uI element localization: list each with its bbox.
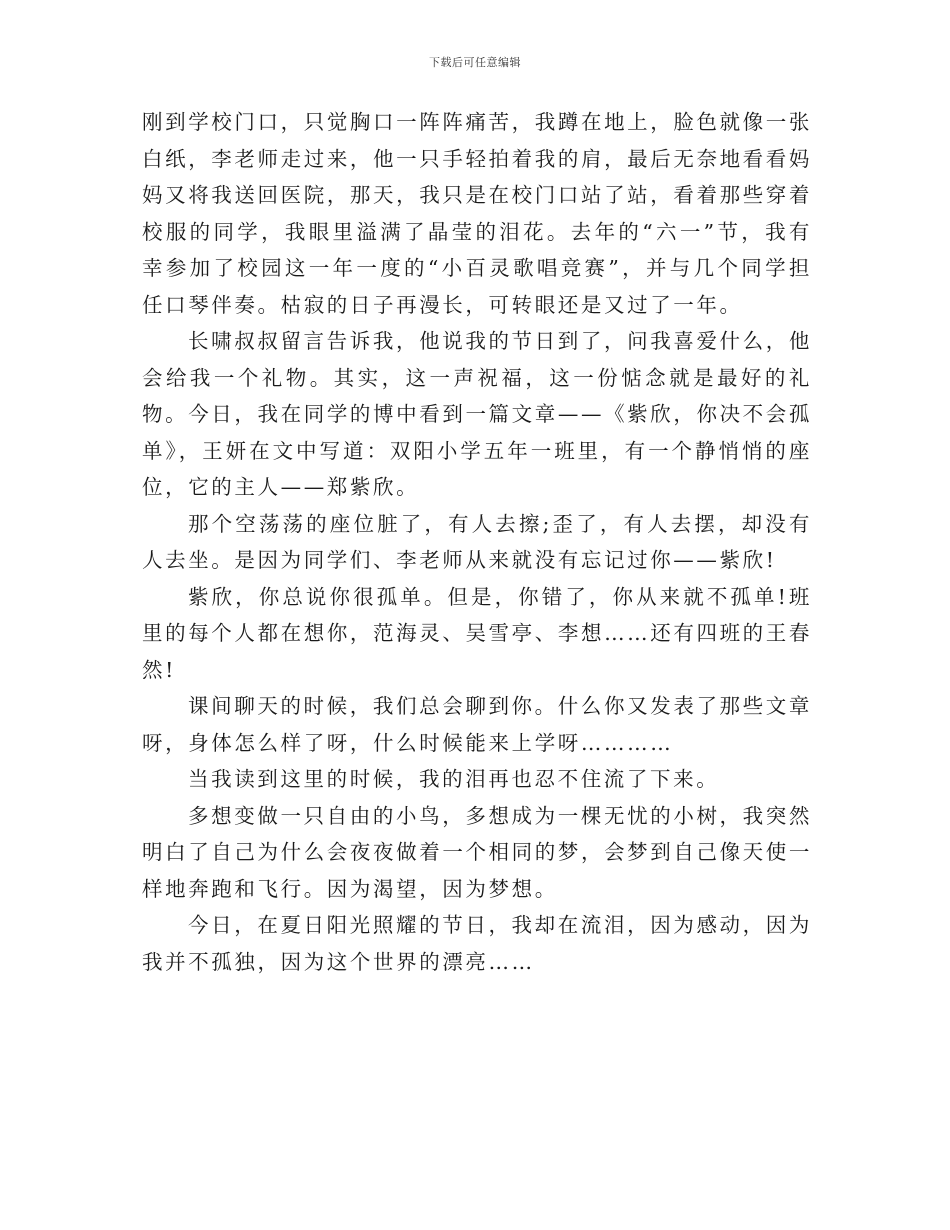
paragraph: 课间聊天的时候，我们总会聊到你。什么你又发表了那些文章呀，身体怎么样了呀，什么时候能来上学呀…………	[142, 694, 812, 755]
paragraph: 当我读到这里的时候，我的泪再也忍不住流了下来。	[188, 767, 720, 791]
page-header: 下载后可任意编辑	[429, 56, 521, 69]
paragraph: 紫欣，你总说你很孤单。但是，你错了，你从来就不孤单!班里的每个人都在想你，范海灵、吴雪亭、李想……还有四班的王春然!	[142, 584, 812, 682]
paragraph: 那个空荡荡的座位脏了，有人去擦;歪了，有人去摆，却没有人去坐。是因为同学们、李老师从来就没有忘记过你——紫欣!	[142, 511, 812, 572]
paragraph: 多想变做一只自由的小鸟，多想成为一棵无忧的小树，我突然明白了自己为什么会夜夜做着一个相同的梦，会梦到自己像天使一样地奔跑和飞行。因为渴望，因为梦想。	[142, 803, 812, 901]
paragraph: 长啸叔叔留言告诉我，他说我的节日到了，问我喜爱什么，他会给我一个礼物。其实，这一声祝福，这一份惦念就是最好的礼物。今日，我在同学的博中看到一篇文章——《紫欣，你决不会孤单》，王妍在文中写道：双阳小学五年一班里，有一个静悄悄的座位，它的主人——郑紫欣。	[142, 329, 812, 499]
document-body	[142, 104, 812, 980]
paragraph: 今日，在夏日阳光照耀的节日，我却在流泪，因为感动，因为我并不孤独，因为这个世界的漂亮……	[142, 913, 812, 974]
paragraph: 刚到学校门口，只觉胸口一阵阵痛苦，我蹲在地上，脸色就像一张白纸，李老师走过来，他一只手轻拍着我的肩，最后无奈地看看妈妈又将我送回医院，那天，我只是在校门口站了站，看着那些穿着校服的同学，我眼里溢满了晶莹的泪花。去年的“六一”节，我有幸参加了校园这一年一度的“小百灵歌唱竞赛”，并与几个同学担任口琴伴奏。枯寂的日子再漫长，可转眼还是又过了一年。	[142, 110, 812, 317]
